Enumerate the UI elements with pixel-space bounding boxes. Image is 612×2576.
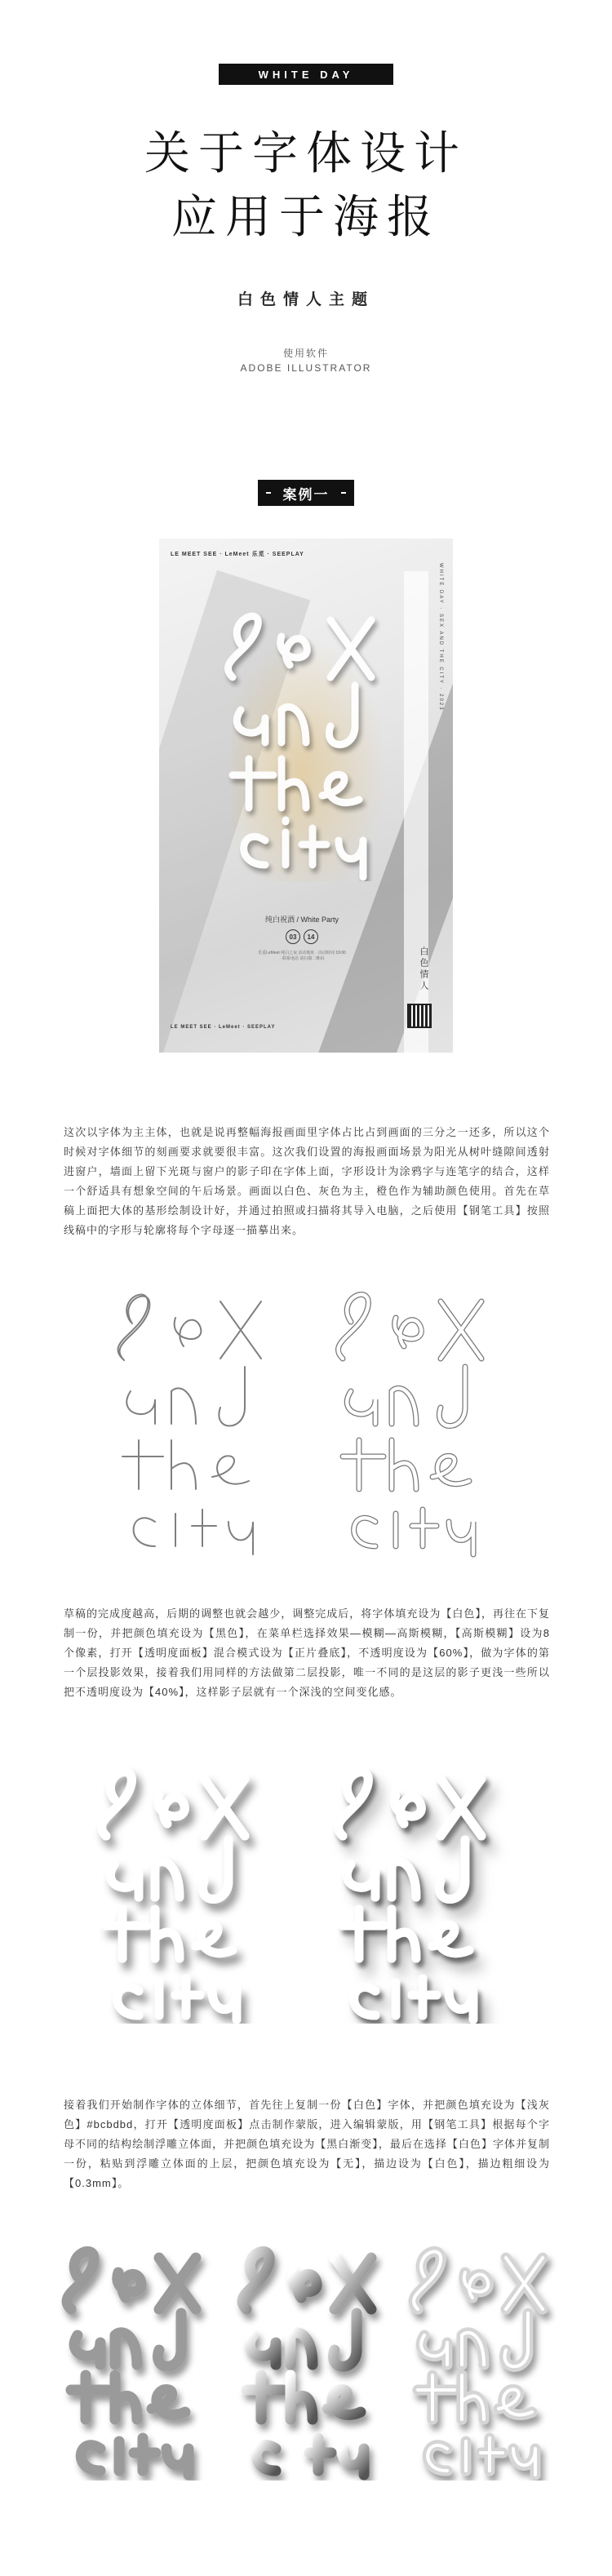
paragraph-2: 草稿的完成度越高，后期的调整也就会越少，调整完成后，将字体填充设为【白色】，再往在下复制一份，并把颜色填充设为【黑色】，在菜单栏选择效果—模糊—高斯模糊，【高斯模糊】设为8个像素，打开【透明度面板】混合模式设为【正片叠底】，不透明度设为【60%】，做为字体的第一个层投影效果，接着我们用同样的方法做第二层投影，唯一不同的是这层的影子更浅一些所以把不透明度设为【40%】，这样影子层就有一个深浅的空间变化感。 <box>64 1607 550 1698</box>
poster-party-title: 纯白祝酒 / White Party <box>264 916 339 924</box>
case-tag: 案例一 <box>258 480 354 506</box>
poster-fine-print: 乐觅LeMeet 纯白之夜 活动地址 · 活动时间 19:00 · 联系电话 请扫描二维码 <box>258 951 346 961</box>
qr-code-icon <box>407 1004 432 1028</box>
shadow-effect-comparison <box>82 1754 530 2024</box>
software-info <box>0 346 612 375</box>
relief-step-1 <box>67 2251 196 2475</box>
page-title-line2: 应用于海报 <box>171 191 441 244</box>
software-name: ADOBE ILLUSTRATOR <box>240 362 372 374</box>
double-shadow-lettering <box>338 1771 481 2020</box>
poster-month: 03 <box>286 929 300 944</box>
poster-vertical-text: WHITE DAY · SEX AND THE CITY · 2023 <box>438 563 443 712</box>
page-title-line1: 关于字体设计 <box>144 127 468 180</box>
single-shadow-lettering <box>101 1771 245 2020</box>
poster-day: 14 <box>304 929 318 944</box>
sketch-comparison <box>98 1273 514 1558</box>
software-label: 使用软件 <box>282 348 329 359</box>
poster-image <box>159 539 453 1053</box>
relief-step-2 <box>242 2251 371 2475</box>
pencil-sketch <box>118 1294 261 1554</box>
paragraph-3: 接着我们开始制作字体的立体细节，首先往上复制一份【白色】字体，并把颜色填充设为【浅灰色】#bcbdbd，打开【透明度面板】点击制作蒙版，进入编辑蒙版，用【钢笔工具】根据每个字母不同的结构绘制浮雕立体面，并把颜色填充设为【黑白渐变】，最后在选择【白色】字体并复制一份，粘贴到浮雕立体面的上层，把颜色填充设为【无】，描边设为【白色】，描边粗细设为【0.3mm】。 <box>64 2099 550 2189</box>
poster-side-title: 白色情人 <box>419 947 428 992</box>
relief-step-3 <box>414 2251 543 2475</box>
poster-date <box>257 929 347 944</box>
paragraph-1: 这次以字体为主主体，也就是说再整幅海报画面里字体占比占到画面的三分之一还多，所以这个时候对字体细节的刻画要求就要很丰富。这次我们设置的海报画面场景为阳光从树叶缝隙间透射进窗户，墙面上留下光斑与窗户的影子印在字体上面，字形设计为涂鸦字与连笔字的结合，这样一个舒适具有想象空间的午后场景。画面以白色、灰色为主，橙色作为辅助颜色使用。首先在草稿上面把大体的基形绘制设计好，并通过拍照或扫描将其导入电脑，之后使用【钢笔工具】按照线稿中的字形与轮廓将每个字母逐一描摹出来。 <box>64 1126 550 1236</box>
poster-top-logos: LE MEET SEE · LeMeet 乐觅 · SEEPLAY <box>171 552 304 557</box>
poster-lettering <box>208 587 404 881</box>
white-day-badge: WHITE DAY <box>219 64 393 85</box>
subtitle: 白色情人主题 <box>237 291 375 308</box>
relief-effect-comparison <box>49 2236 563 2481</box>
poster-bottom-logos: LE MEET SEE · LeMeet · SEEPLAY <box>171 1025 276 1030</box>
poster-event-info <box>257 914 347 962</box>
